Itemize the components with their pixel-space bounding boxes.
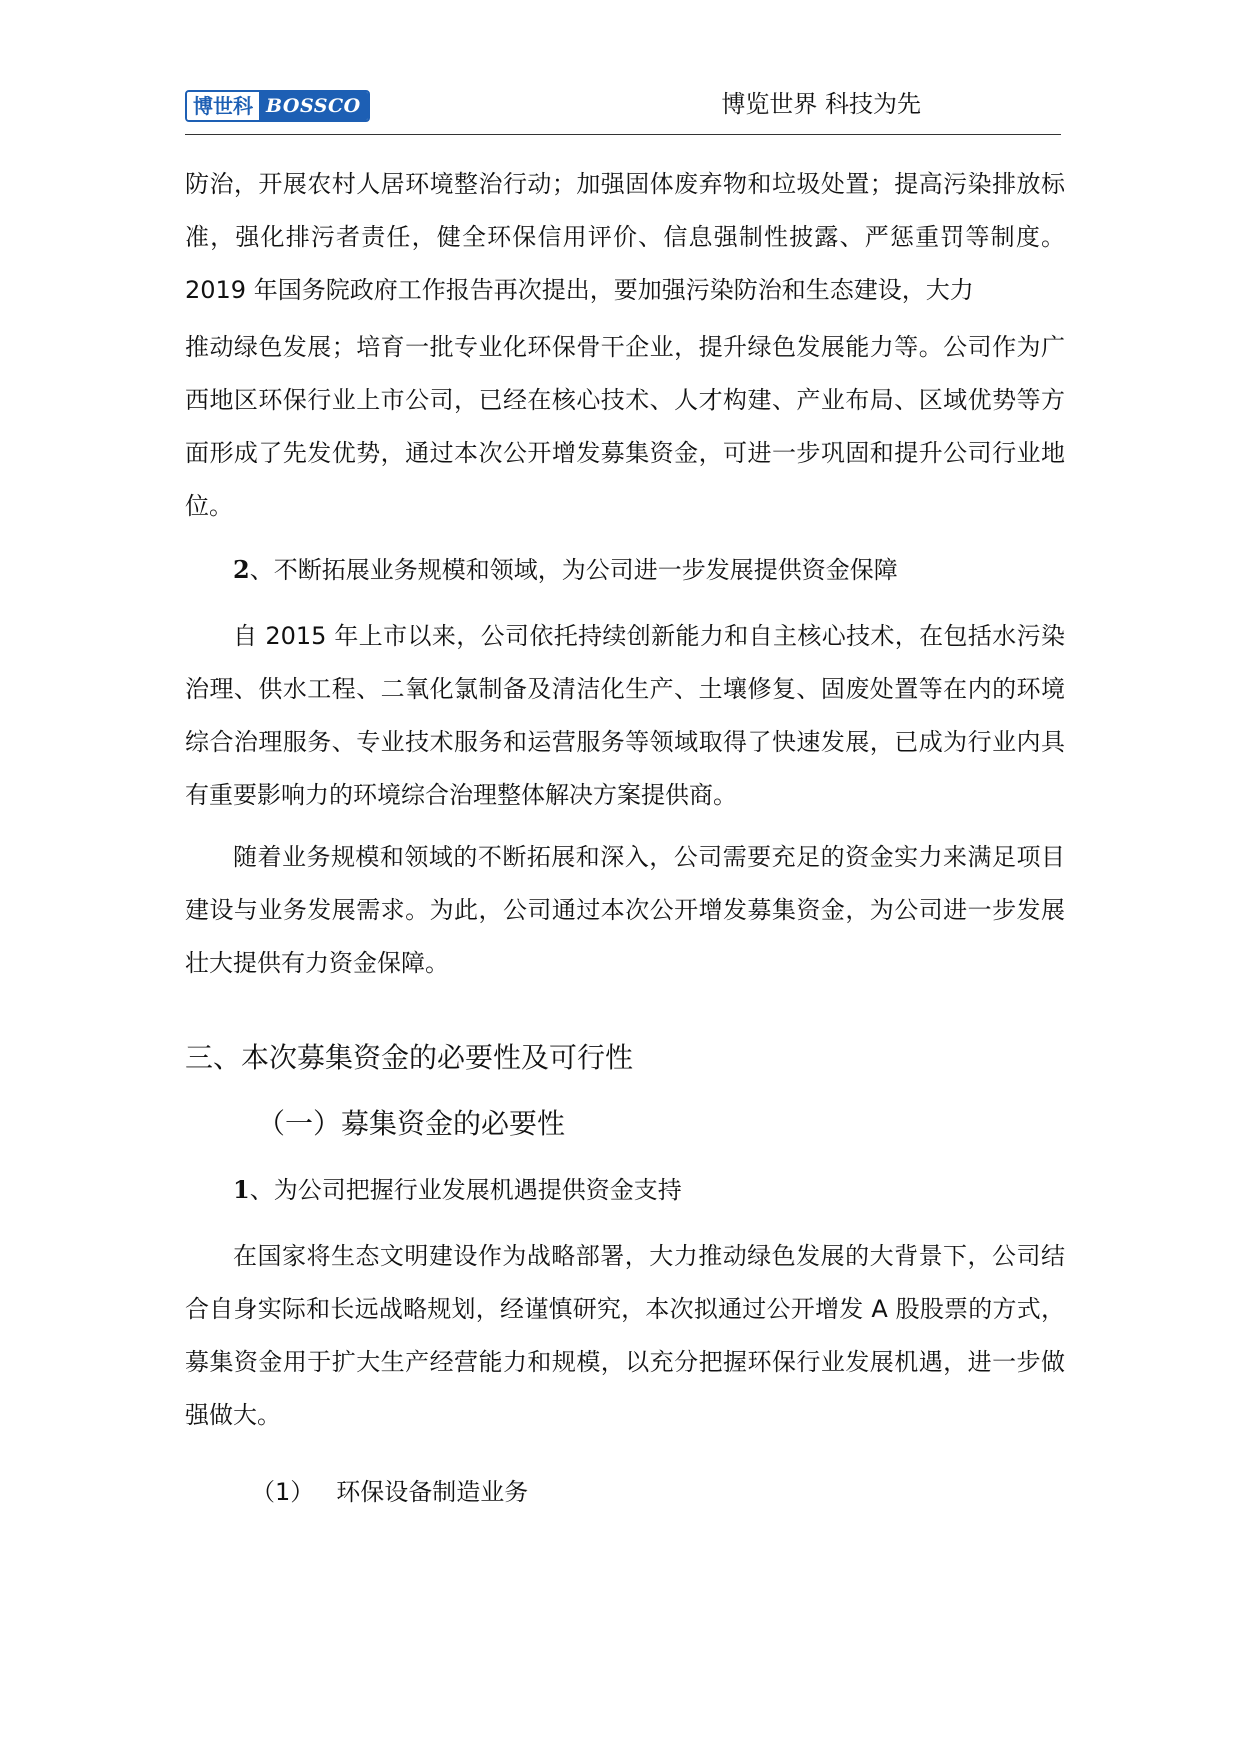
document-body	[185, 158, 1065, 1512]
subheading-1	[185, 1163, 1065, 1217]
item-1-number: （1）	[251, 1478, 315, 1506]
paragraph-2b: 随着业务规模和领域的不断拓展和深入，公司需要充足的资金实力来满足项目建设与业务发展需求。为此，公司通过本次公开增发募集资金，为公司进一步发展壮大提供有力资金保障。	[185, 843, 1065, 977]
section-3-1-title: （一）募集资金的必要性	[257, 1107, 566, 1140]
bossco-logo	[185, 90, 370, 122]
item-1-heading	[185, 1472, 1065, 1512]
item-1-text: 环保设备制造业务	[336, 1478, 529, 1506]
paragraph-1a: 在国家将生态文明建设作为战略部署，大力推动绿色发展的大背景下，公司结合自身实际和长远战略规划，经谨慎研究，本次拟通过公开增发 A 股股票的方式，募集资金用于扩大生产经营能力和规模，以充分把握环保行业发展机遇，进一步做强做大。	[185, 1242, 1065, 1429]
section-3-title: 三、本次募集资金的必要性及可行性	[185, 1041, 634, 1074]
paragraph-2a: 自 2015 年上市以来，公司依托持续创新能力和自主核心技术，在包括水污染治理、供水工程、二氧化氯制备及清洁化生产、土壤修复、固废处置等在内的环境综合治理服务、专业技术服务和运营服务等领域取得了快速发展，已成为行业内具有重要影响力的环境综合治理整体解决方案提供商。	[185, 622, 1065, 809]
page-header	[185, 88, 1061, 135]
subheading-2-text: 、不断拓展业务规模和领域，为公司进一步发展提供资金保障	[249, 556, 898, 584]
header-slogan: 博览世界 科技为先	[721, 90, 921, 118]
paragraph-top-2: 推动绿色发展；培育一批专业化环保骨干企业，提升绿色发展能力等。公司作为广西地区环保行业上市公司，已经在核心技术、人才构建、产业布局、区域优势等方面形成了先发优势，通过本次公开增发募集资金，可进一步巩固和提升公司行业地位。	[185, 333, 1065, 520]
logo-cn-text: 博世科	[187, 92, 259, 120]
subheading-1-number: 1	[233, 1175, 250, 1204]
subheading-1-text: 、为公司把握行业发展机遇提供资金支持	[249, 1176, 682, 1204]
subheading-2	[185, 543, 1065, 597]
paragraph-top-1: 防治，开展农村人居环境整治行动；加强固体废弃物和垃圾处置；提高污染排放标准，强化排污者责任，健全环保信用评价、信息强制性披露、严惩重罚等制度。 2019 年国务院政府工作报告再次提出，要加强污染防治和生态建设，大力	[185, 170, 1065, 304]
logo-en-text: BOSSCO	[259, 92, 368, 120]
subheading-2-number: 2	[233, 555, 250, 584]
